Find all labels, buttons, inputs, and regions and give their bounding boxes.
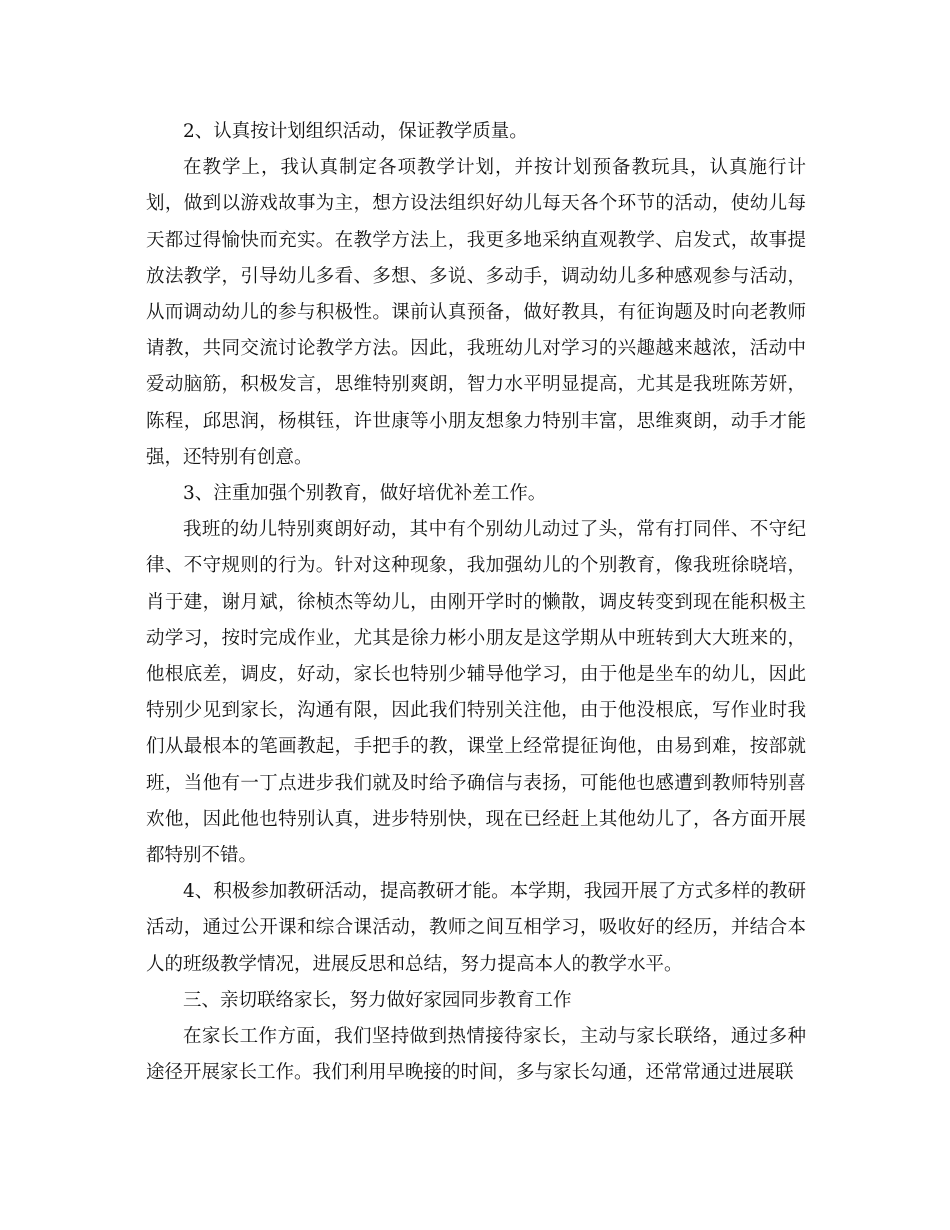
paragraph-1: 2、认真按计划组织活动，保证教学质量。 <box>183 121 528 142</box>
document-page <box>146 114 806 1091</box>
paragraph-3: 3、注重加强个别教育，做好培优补差工作。 <box>183 483 547 505</box>
paragraph-2: 在教学上，我认真制定各项教学计划，并按计划预备教玩具，认真施行计划，做到以游戏故事为主，想方设法组织好幼儿每天各个环节的活动，使幼儿每天都过得愉快而充实。在教学方法上，我更多地采纳直观教学、启发式，故事提放法教学，引导幼儿多看、多想、多说、多动手，调动幼儿多种感观参与活动，从而调动幼儿的参与积极性。课前认真预备，做好教具，有征询题及时向老教师请教，共同交流讨论教学方法。因此，我班幼儿对学习的兴趣越来越浓，活动中爱动脑筋，积极发言，思维特别爽朗，智力水平明显提高，尤其是我班陈芳妍，陈程，邱思润，杨棋钰，许世康等小朋友想象力特别丰富，思维爽朗，动手才能强，还特别有创意。 <box>146 157 806 468</box>
paragraph-6: 三、亲切联络家长，努力做好家园同步教育工作 <box>183 989 572 1011</box>
paragraph-4: 我班的幼儿特别爽朗好动，其中有个别幼儿动过了头，常有打同伴、不守纪律、不守规则的行为。针对这种现象，我加强幼儿的个别教育，像我班徐晓培，肖于建，谢月斌，徐桢杰等幼儿，由刚开学时的懒散，调皮转变到现在能积极主动学习，按时完成作业，尤其是徐力彬小朋友是这学期从中班转到大大班来的，他根底差，调皮，好动，家长也特别少辅导他学习，由于他是坐车的幼儿，因此特别少见到家长，沟通有限，因此我们特别关注他，由于他没根底，写作业时我们从最根本的笔画教起，手把手的教，课堂上经常提征询他，由易到难，按部就班，当他有一丁点进步我们就及时给予确信与表扬，可能他也感遭到教师特别喜欢他，因此他也特别认真，进步特别快，现在已经赶上其他幼儿了，各方面开展都特别不错。 <box>146 519 806 867</box>
paragraph-7: 在家长工作方面，我们坚持做到热情接待家长，主动与家长联络，通过多种途径开展家长工作。我们利用早晚接的时间，多与家长勾通，还常常通过进展联 <box>146 1026 806 1084</box>
paragraph-5: 4、积极参加教研活动，提高教研才能。本学期，我园开展了方式多样的教研活动，通过公开课和综合课活动，教师之间互相学习，吸收好的经历，并结合本人的班级教学情况，进展反思和总结，努力提高本人的教学水平。 <box>146 881 806 975</box>
